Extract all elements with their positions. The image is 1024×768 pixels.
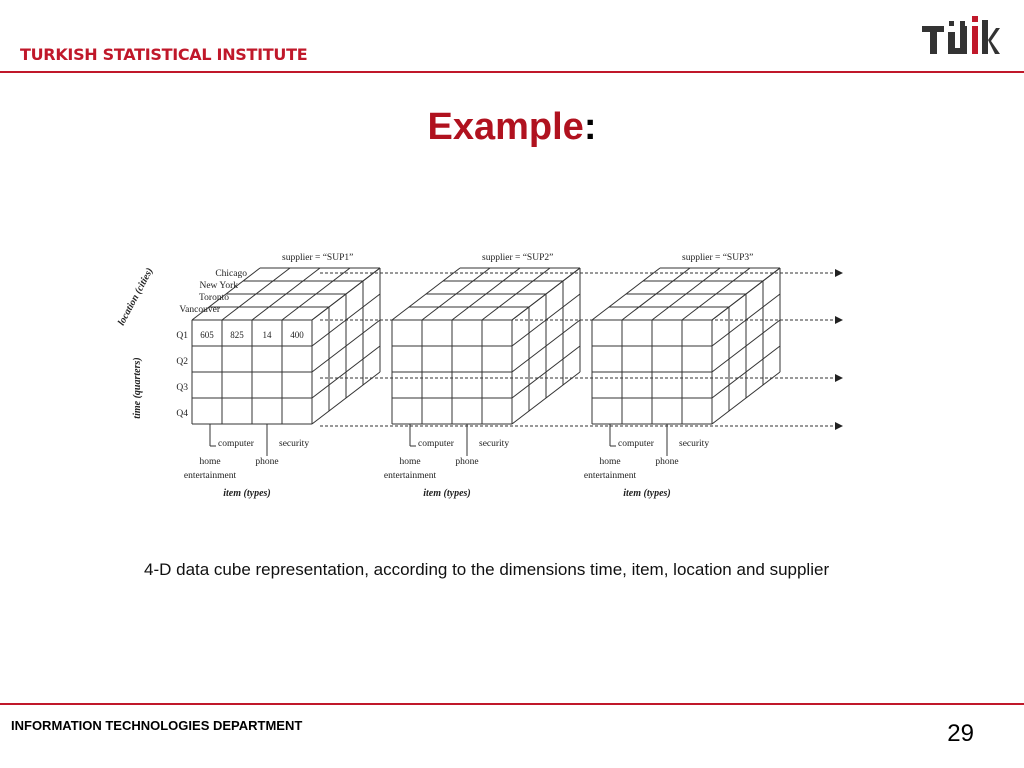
department-name: INFORMATION TECHNOLOGIES DEPARTMENT [11, 718, 303, 733]
item-axis-label: item (types) [223, 488, 271, 499]
quarter-label: Q1 [176, 331, 188, 341]
item-label-entertainment: entertainment [583, 471, 637, 481]
city-label: Chicago [215, 269, 247, 279]
q1-cell-value: 14 [262, 330, 272, 340]
location-axis-label: location (cities) [116, 266, 156, 328]
city-label: New York [199, 281, 238, 291]
item-label-computer: computer [418, 439, 454, 449]
item-label-entertainment: entertainment [183, 471, 237, 481]
tuik-logo-mark [920, 12, 1000, 58]
quarter-label: Q4 [176, 409, 188, 419]
city-label: Toronto [199, 293, 229, 303]
item-label-home: home [599, 457, 621, 467]
time-axis-label: time (quarters) [132, 357, 143, 419]
q1-cell-value: 605 [200, 330, 214, 340]
quarter-label: Q2 [176, 357, 188, 367]
supplier-label: supplier = “SUP3” [682, 253, 754, 263]
data-cube-diagram [110, 238, 850, 513]
item-label-home: home [199, 457, 221, 467]
item-label-phone: phone [255, 457, 279, 467]
page-number: 29 [947, 720, 974, 747]
supplier-label: supplier = “SUP2” [482, 253, 554, 263]
q1-cell-value: 825 [230, 330, 244, 340]
item-label-security: security [279, 439, 310, 449]
item-label-security: security [479, 439, 510, 449]
item-label-phone: phone [455, 457, 479, 467]
item-label-phone: phone [655, 457, 679, 467]
quarter-label: Q3 [176, 383, 188, 393]
slide-title-text: Example [427, 106, 584, 148]
item-axis-label: item (types) [623, 488, 671, 499]
item-label-computer: computer [218, 439, 254, 449]
slide-title-colon: : [583, 106, 597, 148]
city-label: Vancouver [179, 305, 220, 315]
data-cube-figure [110, 238, 850, 513]
footer-divider [0, 703, 1024, 705]
item-label-home: home [399, 457, 421, 467]
supplier-label: supplier = “SUP1” [282, 253, 354, 263]
tuik-logo [920, 12, 1000, 58]
header-divider [0, 71, 1024, 73]
item-label-computer: computer [618, 439, 654, 449]
slide-title [0, 106, 1024, 149]
item-label-entertainment: entertainment [383, 471, 437, 481]
q1-cell-value: 400 [290, 330, 304, 340]
figure-caption: 4-D data cube representation, according to the dimensions time, item, location and supplier [144, 560, 830, 579]
organization-name: TURKISH STATISTICAL INSTITUTE [20, 45, 308, 64]
item-label-security: security [679, 439, 710, 449]
item-axis-label: item (types) [423, 488, 471, 499]
